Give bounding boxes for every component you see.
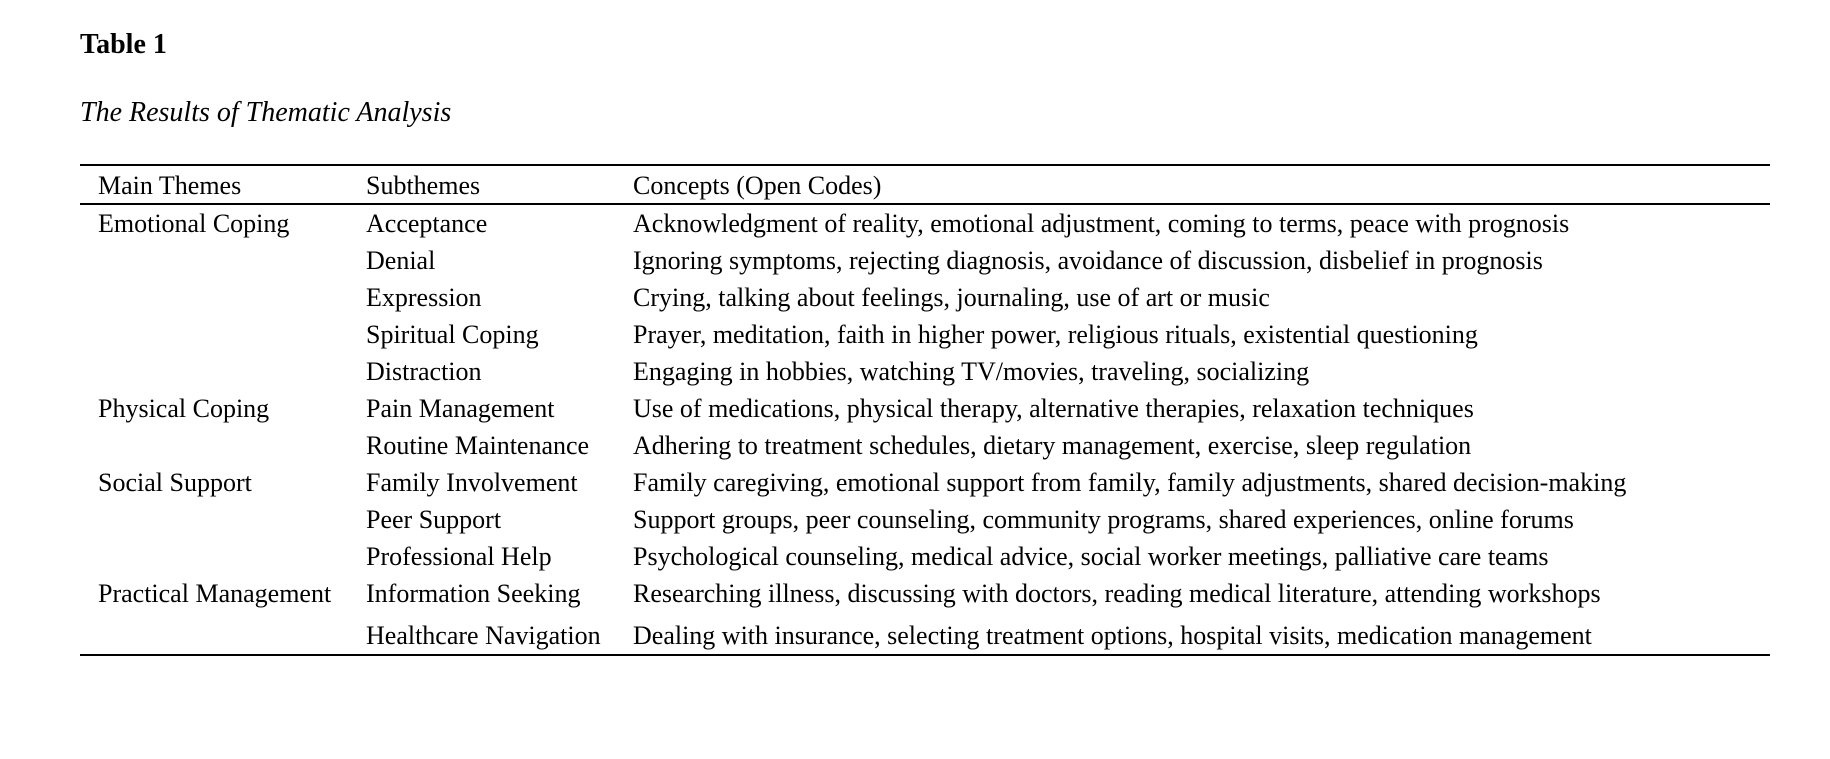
theme-cell: Practical Management <box>98 579 332 608</box>
subtheme-cell: Distraction <box>366 357 482 386</box>
header-main-themes: Main Themes <box>98 171 242 200</box>
table-row <box>80 390 1770 427</box>
table-row <box>80 464 1770 501</box>
subtheme-cell: Acceptance <box>366 209 488 238</box>
theme-cell: Social Support <box>98 468 252 497</box>
subtheme-cell: Expression <box>366 283 482 312</box>
concepts-cell: Support groups, peer counseling, community programs, shared experiences, online forums <box>633 505 1574 534</box>
concepts-cell: Ignoring symptoms, rejecting diagnosis, avoidance of discussion, disbelief in prognosis <box>633 246 1543 275</box>
theme-cell <box>80 279 348 316</box>
subtheme-cell: Peer Support <box>366 505 502 534</box>
theme-cell <box>80 242 348 279</box>
theme-cell: Emotional Coping <box>98 209 290 238</box>
table-row <box>80 242 1770 279</box>
concepts-cell: Prayer, meditation, faith in higher power, religious rituals, existential questioning <box>633 320 1478 349</box>
subtheme-cell: Routine Maintenance <box>366 431 590 460</box>
table-row <box>80 538 1770 575</box>
table-row <box>80 316 1770 353</box>
theme-cell <box>80 501 348 538</box>
concepts-cell: Acknowledgment of reality, emotional adjustment, coming to terms, peace with prognosis <box>633 209 1570 238</box>
subtheme-cell: Healthcare Navigation <box>366 621 601 650</box>
table-row <box>80 501 1770 538</box>
subtheme-cell: Professional Help <box>366 542 552 571</box>
concepts-cell: Use of medications, physical therapy, alternative therapies, relaxation techniques <box>633 394 1474 423</box>
concepts-cell: Family caregiving, emotional support from family, family adjustments, shared decision-making <box>633 468 1627 497</box>
table-caption: The Results of Thematic Analysis <box>80 97 452 128</box>
theme-cell <box>80 353 348 390</box>
subtheme-cell: Information Seeking <box>366 579 581 608</box>
header-concepts: Concepts (Open Codes) <box>633 171 882 200</box>
concepts-cell: Adhering to treatment schedules, dietary management, exercise, sleep regulation <box>633 431 1472 460</box>
theme-cell: Physical Coping <box>98 394 270 423</box>
theme-cell <box>80 427 348 464</box>
subtheme-cell: Denial <box>366 246 436 275</box>
table-row <box>80 427 1770 464</box>
concepts-cell: Dealing with insurance, selecting treatment options, hospital visits, medication management <box>633 621 1592 650</box>
table-header-row <box>80 165 1770 204</box>
subtheme-cell: Pain Management <box>366 394 555 423</box>
table-label: Table 1 <box>80 29 167 60</box>
table-row <box>80 279 1770 316</box>
table-row <box>80 575 1770 617</box>
concepts-cell: Engaging in hobbies, watching TV/movies, traveling, socializing <box>633 357 1310 386</box>
concepts-cell: Crying, talking about feelings, journaling, use of art or music <box>633 283 1270 312</box>
theme-cell <box>80 538 348 575</box>
table-row <box>80 204 1770 242</box>
theme-cell <box>80 617 348 655</box>
header-subthemes: Subthemes <box>366 171 481 200</box>
theme-cell <box>80 316 348 353</box>
subtheme-cell: Spiritual Coping <box>366 320 539 349</box>
concepts-cell: Researching illness, discussing with doctors, reading medical literature, attending workshops <box>633 579 1601 608</box>
table-row <box>80 353 1770 390</box>
thematic-analysis-table <box>80 164 1770 656</box>
concepts-cell: Psychological counseling, medical advice, social worker meetings, palliative care teams <box>633 542 1549 571</box>
table-row <box>80 617 1770 655</box>
subtheme-cell: Family Involvement <box>366 468 578 497</box>
